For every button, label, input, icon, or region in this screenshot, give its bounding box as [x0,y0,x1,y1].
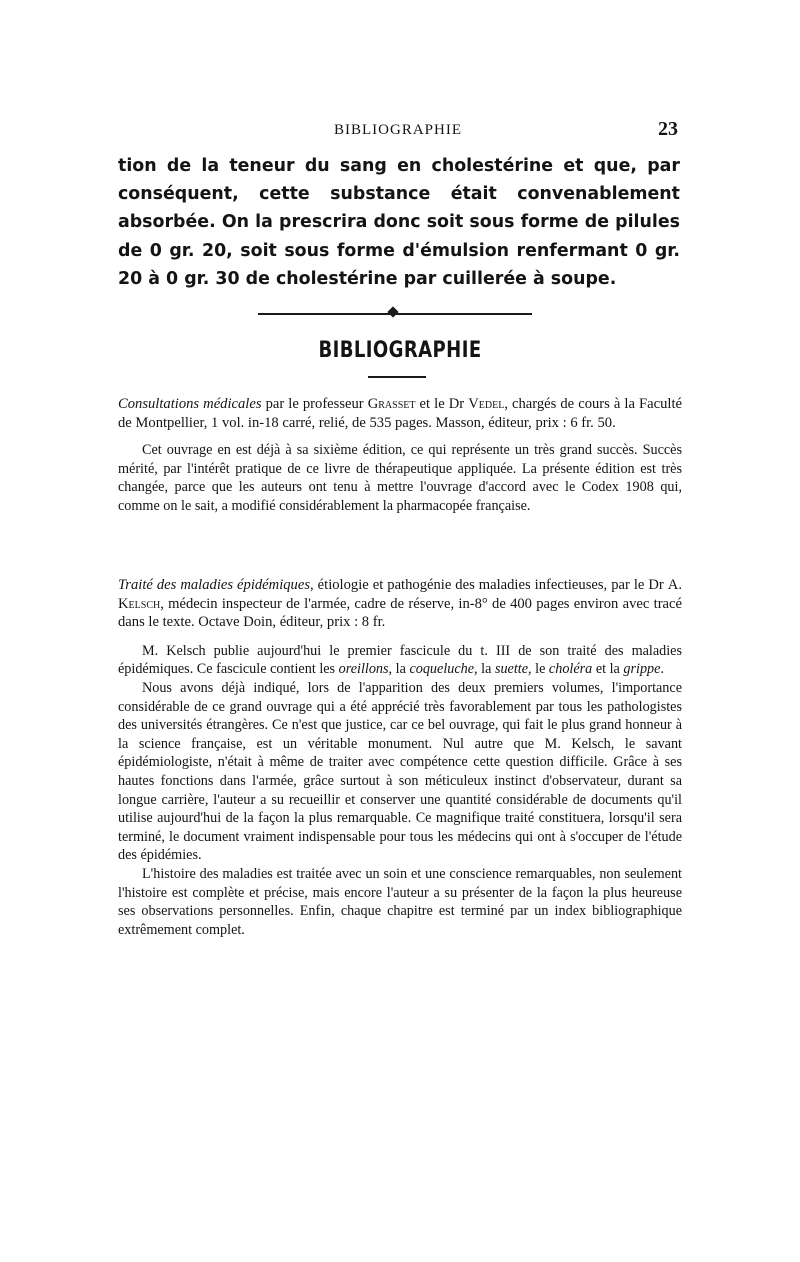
book-title: Traité des maladies épidémiques [118,577,310,593]
entry-reference: Consultations médicales par le professeur Grasset et le Dr Vedel, chargés de cours à la Faculté de Montpellier, 1 vol. in-18 carré, relié, de 535 pages. Masson, éditeur, prix : 6 fr. 50. [118,396,682,431]
review-paragraph: L'histoire des maladies est traitée avec un soin et une conscience remarquables, non seulement l'histoire est complète et précise, mais encore l'auteur a su présenter de la façon la plus heureuse ses observations personnelles. Enfin, chaque chapitre est terminé par un index bibliographique extrêmement complet. [118,865,682,938]
section-title: BIBLIOGRAPHIE [318,338,482,363]
ornamental-divider [258,306,532,320]
author-name: Vedel [468,396,505,412]
bibliography-entry-2 [118,576,682,939]
book-title: Consultations médicales [118,396,262,412]
review-paragraph: Nous avons déjà indiqué, lors de l'apparition des deux premiers volumes, l'importance considérable de ce grand ouvrage qui a été apprécié très favorablement par tous les pathologistes des universités étrangères. Ce n'est que justice, car ce bel ouvrage, qui fait le plus grand honneur à la science française, est un véritable monument. Nul autre que M. Kelsch, le savant épidémiologiste, n'était à même de traiter avec compétence cette question difficile. Grâce à ses hautes fonctions dans l'armée, grâce surtout à son méticuleux instinct d'observateur, durant sa longue carrière, l'auteur a su recueillir et conserver une quantité considérable de documents qu'il utilise aujourd'hui de la façon la plus remarquable. Ce magnifique traité constituera, lorsqu'il sera terminé, le document vraiment indispensable pour tous les médecins qui ont à s'occuper de l'étude des épidémies. [118,679,682,864]
page-number: 23 [658,118,678,140]
review-paragraph: Cet ouvrage en est déjà à sa sixième édition, ce qui représente un très grand succès. Succès mérité, par l'intérêt pratique de ce livre de thérapeutique appliquée. La présente édition est très changée, parce que les auteurs ont tenu à mettre l'ouvrage d'accord avec le Codex 1908 qui, comme on le sait, a modifié considérablement la pharmacopée française. [118,442,682,514]
running-title: BIBLIOGRAPHIE [334,122,462,138]
entry-reference: Traité des maladies épidémiques, étiologie et pathogénie des maladies infectieuses, par le Dr A. Kelsch, médecin inspecteur de l'armée, cadre de réserve, in-8° de 400 pages environ avec tracé dans le texte. Octave Doin, éditeur, prix : 8 fr. [118,577,682,631]
title-underline-rule [368,376,426,378]
review-paragraph: M. Kelsch publie aujourd'hui le premier fascicule du t. III de son traité des maladies épidémiques. Ce fascicule contient les oreillons, la coqueluche, la suette, le choléra et la grippe. [118,642,682,678]
continued-paragraph: tion de la teneur du sang en cholestérine et que, par conséquent, cette substance était convenablement absorbée. On la prescrira donc soit sous forme de pilules de 0 gr. 20, soit sous forme d'émulsion renfermant 0 gr. 20 à 0 gr. 30 de cholestérine par cuillerée à soupe. [118,156,680,289]
diamond-ornament-icon [387,306,398,317]
author-name: A. Kelsch [118,577,682,612]
running-header [118,118,678,144]
author-name: Grasset [367,396,416,412]
bibliography-entry-1 [118,395,682,516]
